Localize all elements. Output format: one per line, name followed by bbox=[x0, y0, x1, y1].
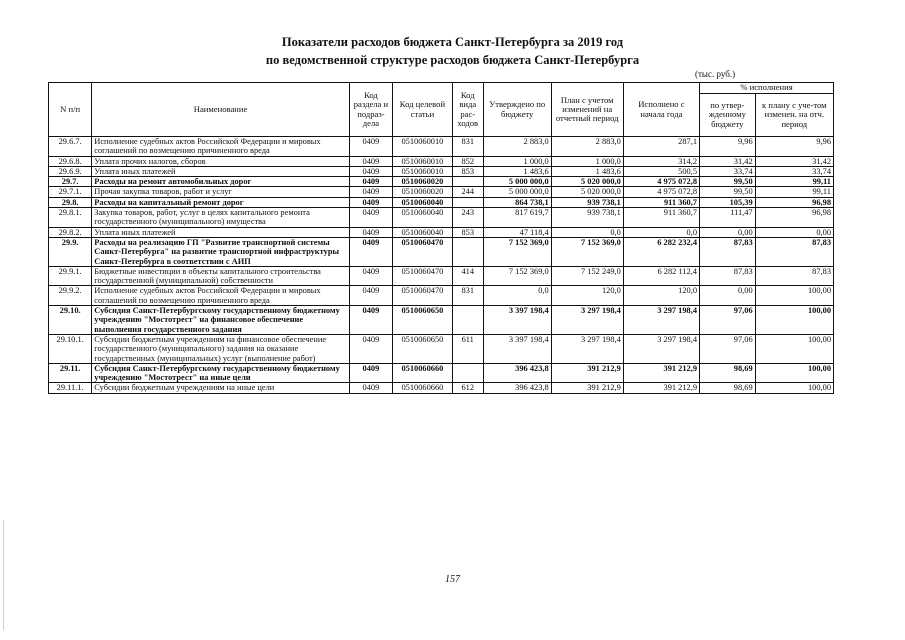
cell-plan: 5 020 000,0 bbox=[551, 187, 623, 197]
cell-approved: 396 423,8 bbox=[483, 363, 551, 383]
cell-plan: 939 738,1 bbox=[551, 197, 623, 207]
cell-statya: 0510060470 bbox=[393, 237, 453, 266]
table-row bbox=[49, 383, 834, 393]
cell-statya: 0510060660 bbox=[393, 383, 453, 393]
cell-razdel: 0409 bbox=[349, 177, 392, 187]
cell-executed: 911 360,7 bbox=[623, 197, 699, 207]
cell-pct-plan: 31,42 bbox=[755, 156, 833, 166]
cell-plan: 0,0 bbox=[551, 227, 623, 237]
cell-approved: 5 000 000,0 bbox=[483, 187, 551, 197]
cell-pct-plan: 99,11 bbox=[755, 177, 833, 187]
cell-executed: 0,0 bbox=[623, 227, 699, 237]
cell-executed: 287,1 bbox=[623, 137, 699, 157]
cell-vid: 831 bbox=[452, 137, 483, 157]
cell-razdel: 0409 bbox=[349, 156, 392, 166]
table-row bbox=[49, 166, 834, 176]
cell-pct-approved: 87,83 bbox=[700, 237, 756, 266]
cell-razdel: 0409 bbox=[349, 208, 392, 228]
cell-name: Субсидия Санкт-Петербургскому государственному бюджетному учреждению "Мостотрест" на иные цели bbox=[92, 363, 350, 383]
cell-num: 29.10. bbox=[49, 306, 92, 335]
cell-razdel: 0409 bbox=[349, 137, 392, 157]
cell-pct-approved: 0,00 bbox=[700, 286, 756, 306]
cell-pct-plan: 100,00 bbox=[755, 334, 833, 363]
table-row bbox=[49, 334, 834, 363]
table-row bbox=[49, 306, 834, 335]
cell-approved: 7 152 369,0 bbox=[483, 237, 551, 266]
header-pct-plan: к плану с уче-том изменен. на отч. период bbox=[755, 94, 833, 137]
cell-num: 29.9.2. bbox=[49, 286, 92, 306]
cell-executed: 6 282 232,4 bbox=[623, 237, 699, 266]
cell-vid bbox=[452, 306, 483, 335]
cell-razdel: 0409 bbox=[349, 197, 392, 207]
cell-pct-approved: 111,47 bbox=[700, 208, 756, 228]
cell-pct-approved: 98,69 bbox=[700, 363, 756, 383]
cell-plan: 391 212,9 bbox=[551, 383, 623, 393]
cell-statya: 0510060010 bbox=[393, 137, 453, 157]
cell-pct-plan: 100,00 bbox=[755, 306, 833, 335]
cell-vid: 831 bbox=[452, 286, 483, 306]
header-pct: % исполнения bbox=[700, 83, 834, 94]
table-row bbox=[49, 187, 834, 197]
cell-statya: 0510060470 bbox=[393, 286, 453, 306]
expense-table bbox=[48, 82, 834, 394]
cell-approved: 47 118,4 bbox=[483, 227, 551, 237]
header-num: N п/п bbox=[49, 83, 92, 137]
cell-statya: 0510060040 bbox=[393, 227, 453, 237]
cell-pct-plan: 100,00 bbox=[755, 286, 833, 306]
cell-name: Закупка товаров, работ, услуг в целях капитального ремонта государственного (муниципального) имущества bbox=[92, 208, 350, 228]
cell-num: 29.8.2. bbox=[49, 227, 92, 237]
table-row bbox=[49, 237, 834, 266]
cell-name: Расходы на ремонт автомобильных дорог bbox=[92, 177, 350, 187]
cell-vid bbox=[452, 237, 483, 266]
cell-executed: 911 360,7 bbox=[623, 208, 699, 228]
cell-pct-approved: 0,00 bbox=[700, 227, 756, 237]
cell-num: 29.9. bbox=[49, 237, 92, 266]
cell-num: 29.6.7. bbox=[49, 137, 92, 157]
table-row bbox=[49, 266, 834, 286]
cell-razdel: 0409 bbox=[349, 363, 392, 383]
cell-num: 29.9.1. bbox=[49, 266, 92, 286]
cell-vid: 414 bbox=[452, 266, 483, 286]
header-razdel: Код раздела и подраз-дела bbox=[349, 83, 392, 137]
cell-pct-approved: 9,96 bbox=[700, 137, 756, 157]
cell-num: 29.10.1. bbox=[49, 334, 92, 363]
cell-approved: 5 000 000,0 bbox=[483, 177, 551, 187]
cell-approved: 1 483,6 bbox=[483, 166, 551, 176]
cell-name: Субсидия Санкт-Петербургскому государственному бюджетному учреждению "Мостотрест" на финансовое обеспечение выполнения государственного задания bbox=[92, 306, 350, 335]
cell-vid bbox=[452, 177, 483, 187]
cell-name: Бюджетные инвестиции в объекты капитального строительства государственной (муниципальной) собственности bbox=[92, 266, 350, 286]
cell-num: 29.8. bbox=[49, 197, 92, 207]
cell-name: Субсидии бюджетным учреждениям на финансовое обеспечение государственного (муниципального) задания на оказание государственных (муниципальных) услуг (выполнение работ) bbox=[92, 334, 350, 363]
page-number: 157 bbox=[445, 574, 460, 585]
cell-approved: 864 738,1 bbox=[483, 197, 551, 207]
cell-pct-plan: 87,83 bbox=[755, 237, 833, 266]
table-row bbox=[49, 208, 834, 228]
cell-approved: 0,0 bbox=[483, 286, 551, 306]
cell-approved: 7 152 369,0 bbox=[483, 266, 551, 286]
cell-statya: 0510060020 bbox=[393, 177, 453, 187]
cell-vid: 243 bbox=[452, 208, 483, 228]
cell-executed: 500,5 bbox=[623, 166, 699, 176]
cell-vid: 611 bbox=[452, 334, 483, 363]
cell-plan: 7 152 369,0 bbox=[551, 237, 623, 266]
cell-name: Уплата прочих налогов, сборов bbox=[92, 156, 350, 166]
cell-executed: 3 297 198,4 bbox=[623, 334, 699, 363]
cell-name: Исполнение судебных актов Российской Федерации и мировых соглашений по возмещению причиненного вреда bbox=[92, 286, 350, 306]
cell-plan: 1 000,0 bbox=[551, 156, 623, 166]
units-label: (тыс. руб.) bbox=[695, 69, 736, 79]
cell-approved: 817 619,7 bbox=[483, 208, 551, 228]
cell-vid: 612 bbox=[452, 383, 483, 393]
cell-plan: 939 738,1 bbox=[551, 208, 623, 228]
cell-statya: 0510060650 bbox=[393, 334, 453, 363]
table-row bbox=[49, 363, 834, 383]
cell-razdel: 0409 bbox=[349, 383, 392, 393]
cell-executed: 6 282 112,4 bbox=[623, 266, 699, 286]
cell-vid: 853 bbox=[452, 227, 483, 237]
table-row bbox=[49, 286, 834, 306]
cell-plan: 5 020 000,0 bbox=[551, 177, 623, 187]
table-row bbox=[49, 137, 834, 157]
cell-razdel: 0409 bbox=[349, 237, 392, 266]
cell-pct-approved: 99,50 bbox=[700, 177, 756, 187]
title-line-1: Показатели расходов бюджета Санкт-Петербурга за 2019 год bbox=[281, 35, 624, 49]
cell-vid: 244 bbox=[452, 187, 483, 197]
cell-name: Прочая закупка товаров, работ и услуг bbox=[92, 187, 350, 197]
cell-executed: 120,0 bbox=[623, 286, 699, 306]
cell-razdel: 0409 bbox=[349, 266, 392, 286]
cell-statya: 0510060010 bbox=[393, 156, 453, 166]
table-row bbox=[49, 177, 834, 187]
cell-plan: 7 152 249,0 bbox=[551, 266, 623, 286]
cell-pct-approved: 98,69 bbox=[700, 383, 756, 393]
header-pct-approved: по утвер-жденному бюджету bbox=[700, 94, 756, 137]
cell-plan: 2 883,0 bbox=[551, 137, 623, 157]
cell-pct-plan: 87,83 bbox=[755, 266, 833, 286]
cell-statya: 0510060020 bbox=[393, 187, 453, 197]
cell-statya: 0510060470 bbox=[393, 266, 453, 286]
cell-plan: 120,0 bbox=[551, 286, 623, 306]
cell-name: Субсидии бюджетным учреждениям на иные цели bbox=[92, 383, 350, 393]
cell-executed: 391 212,9 bbox=[623, 363, 699, 383]
cell-pct-plan: 96,98 bbox=[755, 208, 833, 228]
cell-razdel: 0409 bbox=[349, 286, 392, 306]
cell-name: Уплата иных платежей bbox=[92, 227, 350, 237]
cell-pct-approved: 33,74 bbox=[700, 166, 756, 176]
cell-approved: 396 423,8 bbox=[483, 383, 551, 393]
cell-name: Расходы на реализацию ГП "Развитие транспортной системы Санкт-Петербурга" на развитие транспортной инфраструктуры Санкт-Петербурга в соответствии с АИП bbox=[92, 237, 350, 266]
cell-executed: 391 212,9 bbox=[623, 383, 699, 393]
cell-vid bbox=[452, 197, 483, 207]
cell-num: 29.7. bbox=[49, 177, 92, 187]
cell-executed: 314,2 bbox=[623, 156, 699, 166]
header-executed: Исполнено с начала года bbox=[623, 83, 699, 137]
cell-razdel: 0409 bbox=[349, 187, 392, 197]
cell-pct-plan: 0,00 bbox=[755, 227, 833, 237]
cell-razdel: 0409 bbox=[349, 227, 392, 237]
table-body bbox=[49, 137, 834, 394]
title-line-2: по ведомственной структуре расходов бюджета Санкт-Петербурга bbox=[265, 53, 640, 67]
cell-name: Расходы на капитальный ремонт дорог bbox=[92, 197, 350, 207]
cell-pct-plan: 96,98 bbox=[755, 197, 833, 207]
cell-pct-plan: 100,00 bbox=[755, 363, 833, 383]
cell-pct-plan: 33,74 bbox=[755, 166, 833, 176]
header-name: Наименование bbox=[92, 83, 350, 137]
cell-vid: 853 bbox=[452, 166, 483, 176]
cell-pct-approved: 97,06 bbox=[700, 306, 756, 335]
cell-pct-approved: 31,42 bbox=[700, 156, 756, 166]
cell-approved: 3 397 198,4 bbox=[483, 306, 551, 335]
cell-pct-approved: 99,50 bbox=[700, 187, 756, 197]
cell-num: 29.6.8. bbox=[49, 156, 92, 166]
cell-executed: 4 975 072,8 bbox=[623, 177, 699, 187]
cell-pct-approved: 105,39 bbox=[700, 197, 756, 207]
cell-name: Исполнение судебных актов Российской Федерации и мировых соглашений по возмещению причиненного вреда bbox=[92, 137, 350, 157]
cell-razdel: 0409 bbox=[349, 166, 392, 176]
cell-statya: 0510060650 bbox=[393, 306, 453, 335]
cell-razdel: 0409 bbox=[349, 334, 392, 363]
table-row bbox=[49, 227, 834, 237]
header-approved: Утверждено по бюджету bbox=[483, 83, 551, 137]
header-plan: План с учетом изменений на отчетный период bbox=[551, 83, 623, 137]
cell-num: 29.7.1. bbox=[49, 187, 92, 197]
cell-statya: 0510060660 bbox=[393, 363, 453, 383]
cell-num: 29.11.1. bbox=[49, 383, 92, 393]
cell-num: 29.11. bbox=[49, 363, 92, 383]
cell-pct-plan: 100,00 bbox=[755, 383, 833, 393]
cell-vid: 852 bbox=[452, 156, 483, 166]
cell-statya: 0510060040 bbox=[393, 197, 453, 207]
cell-executed: 4 975 072,8 bbox=[623, 187, 699, 197]
cell-plan: 3 297 198,4 bbox=[551, 334, 623, 363]
cell-vid bbox=[452, 363, 483, 383]
cell-plan: 3 297 198,4 bbox=[551, 306, 623, 335]
table-row bbox=[49, 156, 834, 166]
cell-pct-approved: 87,83 bbox=[700, 266, 756, 286]
cell-statya: 0510060010 bbox=[393, 166, 453, 176]
cell-num: 29.8.1. bbox=[49, 208, 92, 228]
table-row bbox=[49, 197, 834, 207]
header-vid: Код вида рас-ходов bbox=[452, 83, 483, 137]
cell-plan: 1 483,6 bbox=[551, 166, 623, 176]
cell-statya: 0510060040 bbox=[393, 208, 453, 228]
scan-edge-line bbox=[3, 520, 4, 630]
cell-executed: 3 297 198,4 bbox=[623, 306, 699, 335]
cell-approved: 2 883,0 bbox=[483, 137, 551, 157]
cell-approved: 3 397 198,4 bbox=[483, 334, 551, 363]
cell-approved: 1 000,0 bbox=[483, 156, 551, 166]
cell-plan: 391 212,9 bbox=[551, 363, 623, 383]
cell-num: 29.6.9. bbox=[49, 166, 92, 176]
cell-pct-approved: 97,06 bbox=[700, 334, 756, 363]
header-statya: Код целевой статьи bbox=[393, 83, 453, 137]
cell-pct-plan: 9,96 bbox=[755, 137, 833, 157]
cell-pct-plan: 99,11 bbox=[755, 187, 833, 197]
cell-name: Уплата иных платежей bbox=[92, 166, 350, 176]
cell-razdel: 0409 bbox=[349, 306, 392, 335]
